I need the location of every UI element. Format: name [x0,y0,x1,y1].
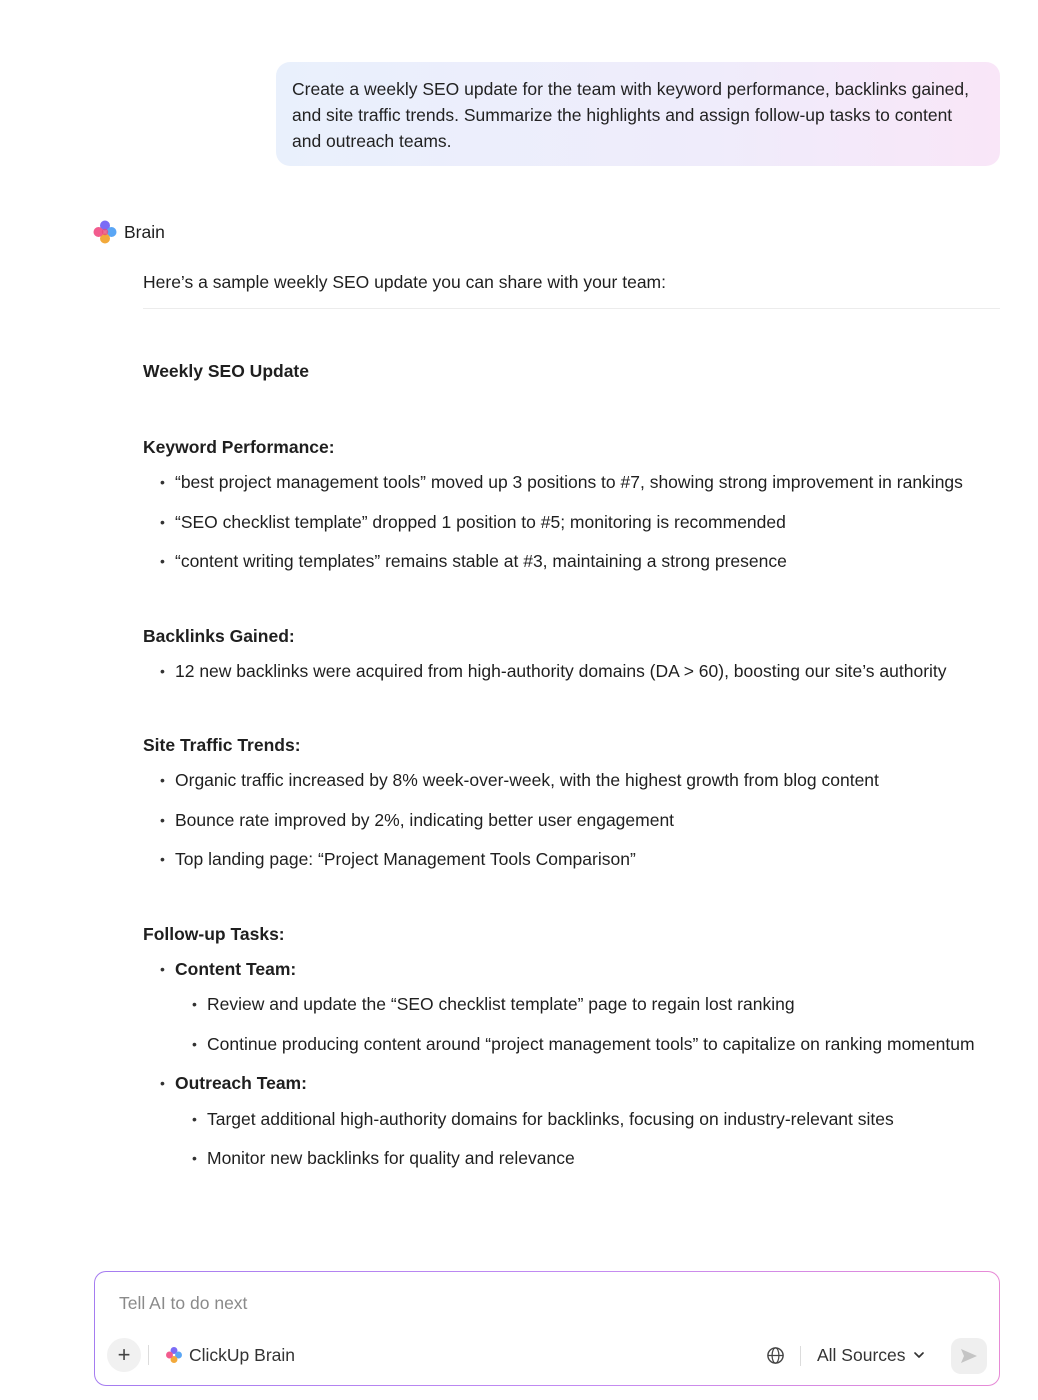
followup-heading: Follow-up Tasks: [143,923,285,944]
list-item: • Organic traffic increased by 8% week-over-week, with the highest growth from blog content [143,767,1000,795]
outreach-team-label: Outreach Team: [175,1073,307,1093]
followup-list [143,956,1000,1173]
content-team-item [143,956,1000,1059]
sources-dropdown[interactable] [817,1342,926,1368]
message-composer [94,1271,1000,1386]
add-button[interactable] [107,1338,141,1372]
list-item: • “content writing templates” remains stable at #3, maintaining a strong presence [143,548,1000,576]
update-title: Weekly SEO Update [143,361,309,381]
content-team-tasks [175,991,1000,1058]
user-message-text: Create a weekly SEO update for the team with keyword performance, backlinks gained, and site traffic trends. Summarize the highlights and assign follow-up tasks to content and outreach teams. [292,79,970,151]
list-item: • Review and update the “SEO checklist template” page to regain lost ranking [175,991,1000,1019]
outreach-team-item [143,1070,1000,1173]
assistant-name: Brain [124,221,165,242]
send-icon [959,1346,979,1366]
globe-icon[interactable] [766,1346,785,1365]
response-intro: Here’s a sample weekly SEO update you can share with your team: [143,268,1000,309]
send-button[interactable] [951,1338,987,1374]
assistant-header [92,218,165,246]
traffic-heading: Site Traffic Trends: [143,735,301,755]
agent-label: ClickUp Brain [189,1344,295,1365]
divider [800,1346,801,1366]
list-item: • “best project management tools” moved up 3 positions to #7, showing strong improvement in rankings [143,469,1000,497]
list-item: • “SEO checklist template” dropped 1 position to #5; monitoring is recommended [143,509,1000,537]
list-item: • Continue producing content around “project management tools” to capitalize on ranking momentum [175,1031,1000,1059]
keyword-performance-list [143,469,1000,576]
chevron-down-icon [912,1348,926,1362]
list-item: • Monitor new backlinks for quality and relevance [175,1145,1000,1173]
brain-logo-icon [92,219,118,245]
divider [148,1345,149,1365]
backlinks-list [143,658,1000,686]
brain-logo-icon [165,1346,183,1364]
keyword-performance-heading: Keyword Performance: [143,437,335,457]
plus-icon: + [117,1342,131,1367]
assistant-response [143,268,1000,1250]
list-item: • Target additional high-authority domains for backlinks, focusing on industry-relevant sites [175,1106,1000,1134]
list-item: • Top landing page: “Project Management Tools Comparison” [143,846,1000,874]
list-item: • Bounce rate improved by 2%, indicating better user engagement [143,807,1000,835]
backlinks-heading: Backlinks Gained: [143,625,295,646]
user-message-bubble [276,62,1000,166]
outreach-team-tasks [175,1106,1000,1173]
list-item: • 12 new backlinks were acquired from high-authority domains (DA > 60), boosting our site’s authority [143,658,1000,686]
traffic-list [143,767,1000,874]
content-team-label: Content Team: [175,958,297,979]
message-input[interactable] [119,1290,979,1316]
sources-label: All Sources [817,1344,906,1365]
agent-selector[interactable] [165,1342,295,1368]
